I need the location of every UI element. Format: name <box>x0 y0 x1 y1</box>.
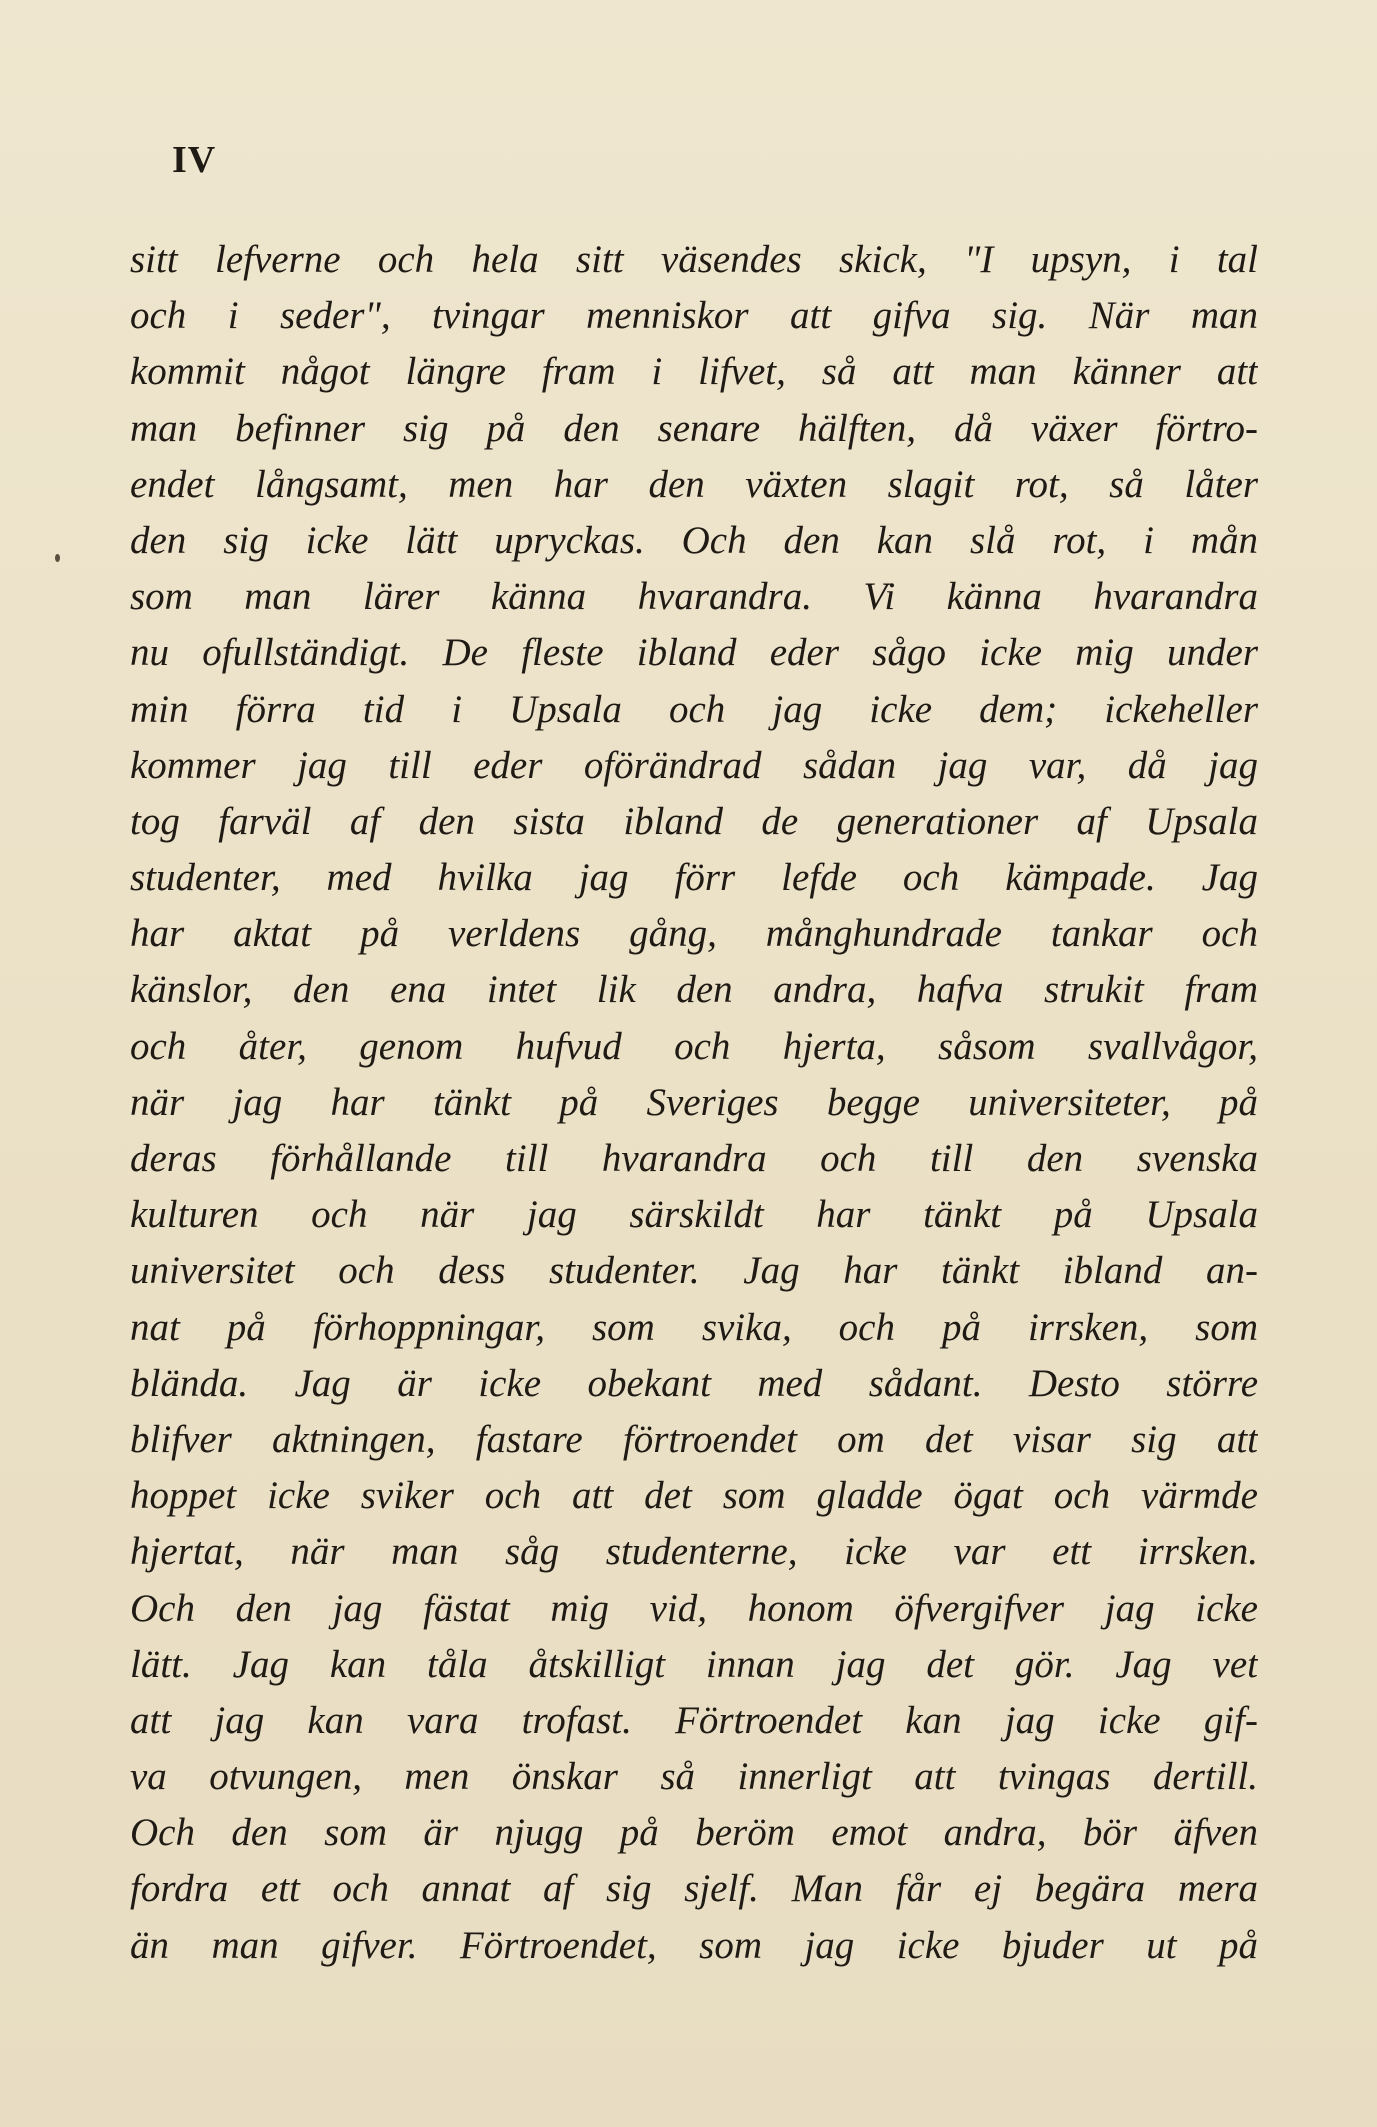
text-line: som man lärer känna hvarandra. Vi känna hvarandra <box>130 575 1258 619</box>
text-line: deras förhållande till hvarandra och till den svenska <box>130 1137 1258 1180</box>
text-line: och i seder", tvingar menniskor att gifva sig. När man <box>130 294 1258 338</box>
text-line: man befinner sig på den senare hälften, då växer förtro- <box>130 406 1258 450</box>
text-line: tog farväl af den sista ibland de generationer af Upsala <box>130 799 1258 843</box>
text-line: har aktat på verldens gång, månghundrade tankar och <box>130 912 1258 956</box>
margin-ink-spot <box>55 554 60 562</box>
text-line: Och den jag fästat mig vid, honom öfvergifver jag icke <box>130 1586 1258 1630</box>
text-line: och åter, genom hufvud och hjerta, såsom svallvågor, <box>130 1024 1258 1068</box>
text-line: lätt. Jag kan tåla åtskilligt innan jag det gör. Jag vet <box>130 1642 1258 1686</box>
text-line: min förra tid i Upsala och jag icke dem; ickeheller <box>130 687 1258 731</box>
text-line: hoppet icke sviker och att det som gladde ögat och värmde <box>130 1474 1258 1518</box>
text-line: fordra ett och annat af sig sjelf. Man får ej begära mera <box>130 1867 1258 1911</box>
text-line: hjertat, när man såg studenterne, icke var ett irrsken. <box>130 1530 1258 1574</box>
text-line: Och den som är njugg på beröm emot andra, bör äfven <box>130 1811 1258 1855</box>
text-line: än man gifver. Förtroendet, som jag icke bjuder ut på <box>130 1923 1258 1967</box>
text-line: att jag kan vara trofast. Förtroendet kan jag icke gif- <box>130 1698 1258 1742</box>
text-line: sitt lefverne och hela sitt väsendes skick, "I upsyn, i tal <box>130 238 1258 281</box>
text-line: kulturen och när jag särskildt har tänkt på Upsala <box>130 1193 1258 1237</box>
text-line: universitet och dess studenter. Jag har tänkt ibland an- <box>130 1249 1258 1293</box>
text-line: blända. Jag är icke obekant med sådant. Desto större <box>130 1361 1258 1405</box>
page-number: IV <box>172 139 217 181</box>
body-text <box>130 232 1258 1974</box>
text-line: kommer jag till eder oförändrad sådan jag var, då jag <box>130 743 1258 787</box>
text-line: kommit något längre fram i lifvet, så att man känner att <box>130 350 1258 394</box>
text-line: den sig icke lätt upryckas. Och den kan slå rot, i mån <box>130 518 1258 562</box>
text-line: endet långsamt, men har den växten slagit rot, så låter <box>130 462 1258 506</box>
text-line: nu ofullständigt. De fleste ibland eder sågo icke mig under <box>130 631 1258 675</box>
text-line: va otvungen, men önskar så innerligt att tvingas dertill. <box>130 1755 1258 1799</box>
text-line: blifver aktningen, fastare förtroendet om det visar sig att <box>130 1417 1258 1461</box>
text-line: när jag har tänkt på Sveriges begge universiteter, på <box>130 1080 1258 1124</box>
text-line: känslor, den ena intet lik den andra, hafva strukit fram <box>130 968 1258 1012</box>
text-line: studenter, med hvilka jag förr lefde och kämpade. Jag <box>130 856 1258 900</box>
text-line: nat på förhoppningar, som svika, och på irrsken, som <box>130 1305 1258 1349</box>
